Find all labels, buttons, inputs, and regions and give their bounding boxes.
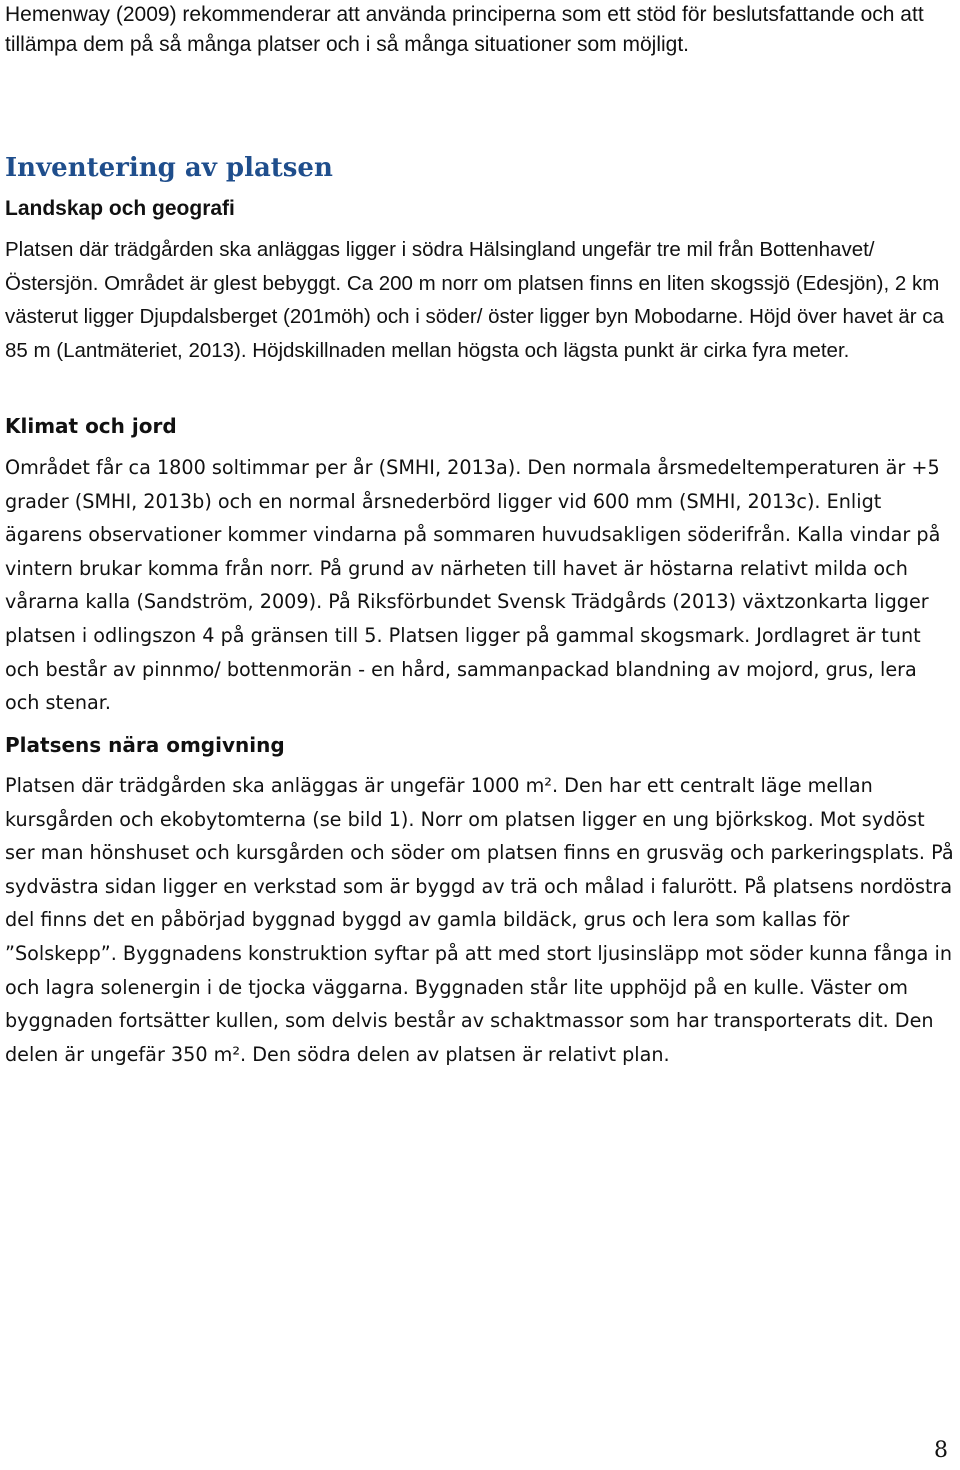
page-number: 8 xyxy=(934,1438,948,1463)
paragraph-landskap: Platsen där trädgården ska anläggas ligger i södra Hälsingland ungefär tre mil från Bottenhavet/ Östersjön. Området är glest bebyggt. Ca 200 m norr om platsen finns en liten skogssjö (Edesjön), 2 km västerut ligger Djupdalsberget (201möh) och i söder/ öster ligger byn Mobodarne. Höjd över havet är ca 85 m (Lantmäteriet, 2013). Höjdskillnaden mellan högsta och lägsta punkt är cirka fyra meter. xyxy=(5,238,944,362)
section-title: Inventering av platsen xyxy=(5,153,333,183)
intro-paragraph: Hemenway (2009) rekommenderar att använda principerna som ett stöd för beslutsfattande och att tillämpa dem på så många platser och i så många situationer som möjligt. xyxy=(5,3,924,56)
heading-omgivning: Platsens nära omgivning xyxy=(5,733,285,757)
heading-klimat: Klimat och jord xyxy=(5,414,177,438)
paragraph-klimat: Området får ca 1800 soltimmar per år (SMHI, 2013a). Den normala årsmedeltemperaturen är +5 grader (SMHI, 2013b) och en normal årsnederbörd ligger vid 600 mm (SMHI, 2013c). Enligt ägarens observationer kommer vindarna på sommaren huvudsakligen söderifrån. Kalla vindar på vintern brukar komma från norr. På grund av närheten till havet är höstarna relativt milda och vårarna kalla (Sandström, 2009). På Riksförbundet Svensk Trädgårds (2013) växtzonkarta ligger platsen i odlingszon 4 på gränsen till 5. Platsen ligger på gammal skogsmark. Jordlagret är tunt och består av pinnmo/ bottenmorän - en hård, sammanpackad blandning av mojord, grus, lera och stenar. xyxy=(5,456,941,715)
paragraph-omgivning: Platsen där trädgården ska anläggas är ungefär 1000 m². Den har ett centralt läge mellan kursgården och ekobytomterna (se bild 1). Norr om platsen ligger en ung björkskog. Mot sydöst ser man hönshuset och kursgården och söder om platsen finns en grusväg och parkeringsplats. På sydvästra sidan ligger en verkstad som är byggd av trä och målad i falurött. På platsens nordöstra del finns det en påbörjad byggnad byggd av gamla bildäck, grus och lera som kallas för ”Solskepp”. Byggnadens konstruktion syftar på att med stort ljusinsläpp mot söder kunna fånga in och lagra solenergin i de tjocka väggarna. Byggnaden står lite upphöjd på en kulle. Väster om byggnaden fortsätter kullen, som delvis består av schaktmassor som har transporterats dit. Den delen är ungefär 350 m². Den södra delen av platsen är relativt plan. xyxy=(5,774,954,1066)
heading-landskap: Landskap och geografi xyxy=(5,197,235,220)
